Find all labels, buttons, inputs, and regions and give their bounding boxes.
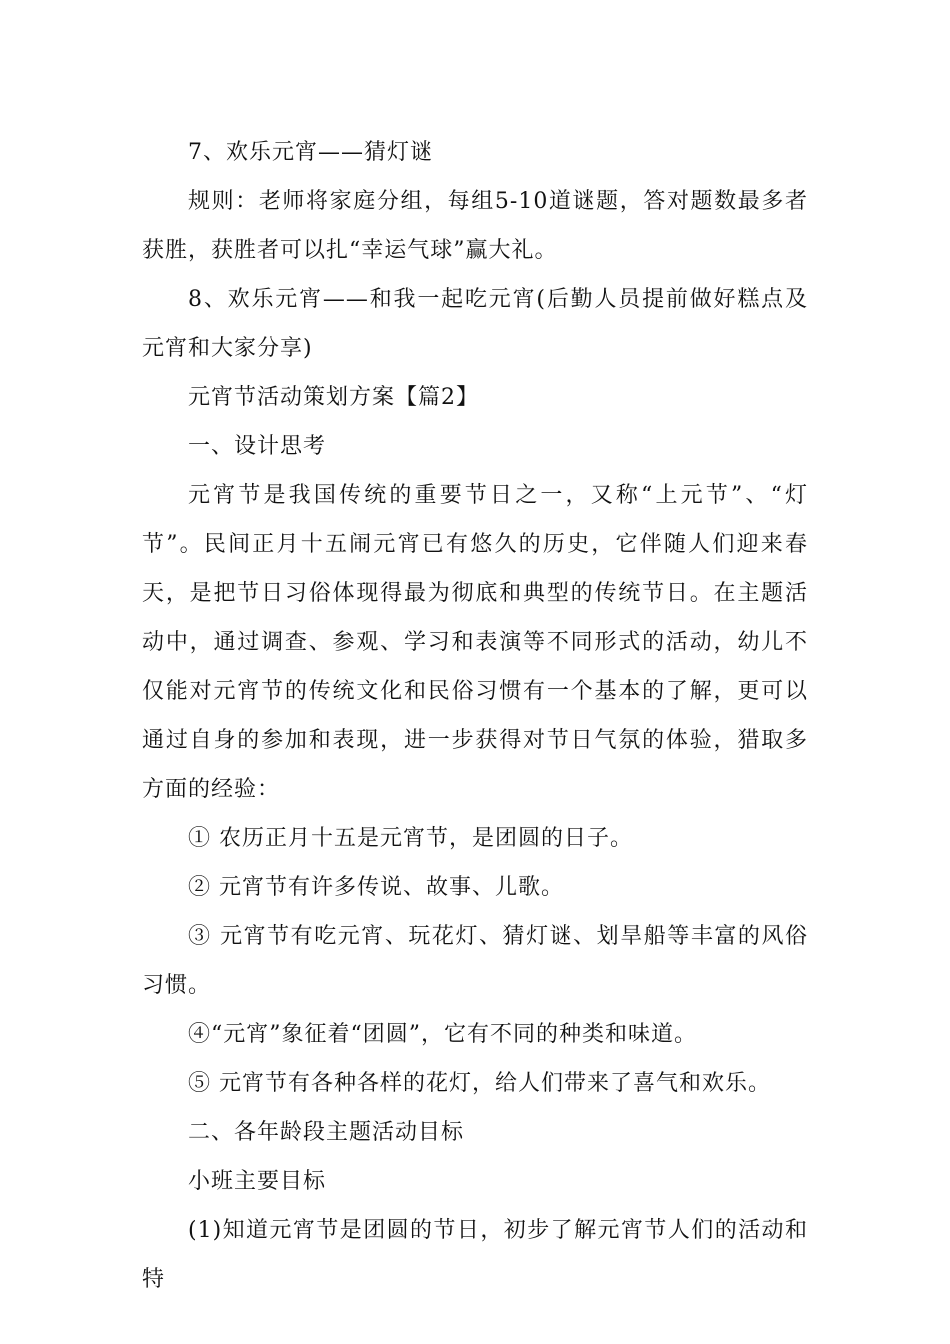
list-item-2: ② 元宵节有许多传说、故事、儿歌。 <box>188 875 564 900</box>
section-title-plan-2: 元宵节活动策划方案【篇2】 <box>188 385 479 410</box>
list-item-1: ① 农历正月十五是元宵节，是团圆的日子。 <box>188 826 633 851</box>
paragraph-goal-1: (1)知道元宵节是团圆的节日，初步了解元宵节人们的活动和特 <box>142 1218 808 1292</box>
heading-junior-class-goals: 小班主要目标 <box>188 1169 327 1194</box>
document-body <box>142 128 808 1304</box>
list-item-5: ⑤ 元宵节有各种各样的花灯，给人们带来了喜气和欢乐。 <box>188 1071 771 1096</box>
heading-design-thinking: 一、设计思考 <box>188 434 327 459</box>
paragraph-eat-yuanxiao: 8、欢乐元宵——和我一起吃元宵(后勤人员提前做好糕点及元宵和大家分享) <box>142 287 808 361</box>
list-item-3: ③ 元宵节有吃元宵、玩花灯、猜灯谜、划旱船等丰富的风俗习惯。 <box>142 924 808 998</box>
heading-age-group-goals: 二、各年龄段主题活动目标 <box>188 1120 465 1145</box>
list-item-4: ④“元宵”象征着“团圆”，它有不同的种类和味道。 <box>188 1022 697 1047</box>
paragraph-lantern-riddles: 7、欢乐元宵——猜灯谜 <box>188 140 433 165</box>
paragraph-design-intro: 元宵节是我国传统的重要节日之一，又称“上元节”、“灯节”。民间正月十五闹元宵已有悠久的历史，它伴随人们迎来春天，是把节日习俗体现得最为彻底和典型的传统节日。在主题活动中，通过调查、参观、学习和表演等不同形式的活动，幼儿不仅能对元宵节的传统文化和民俗习惯有一个基本的了解，更可以通过自身的参加和表现，进一步获得对节日气氛的体验，猎取多方面的经验： <box>142 483 808 802</box>
paragraph-riddle-rules: 规则：老师将家庭分组，每组5-10道谜题，答对题数最多者获胜，获胜者可以扎“幸运气球”赢大礼。 <box>142 189 808 263</box>
